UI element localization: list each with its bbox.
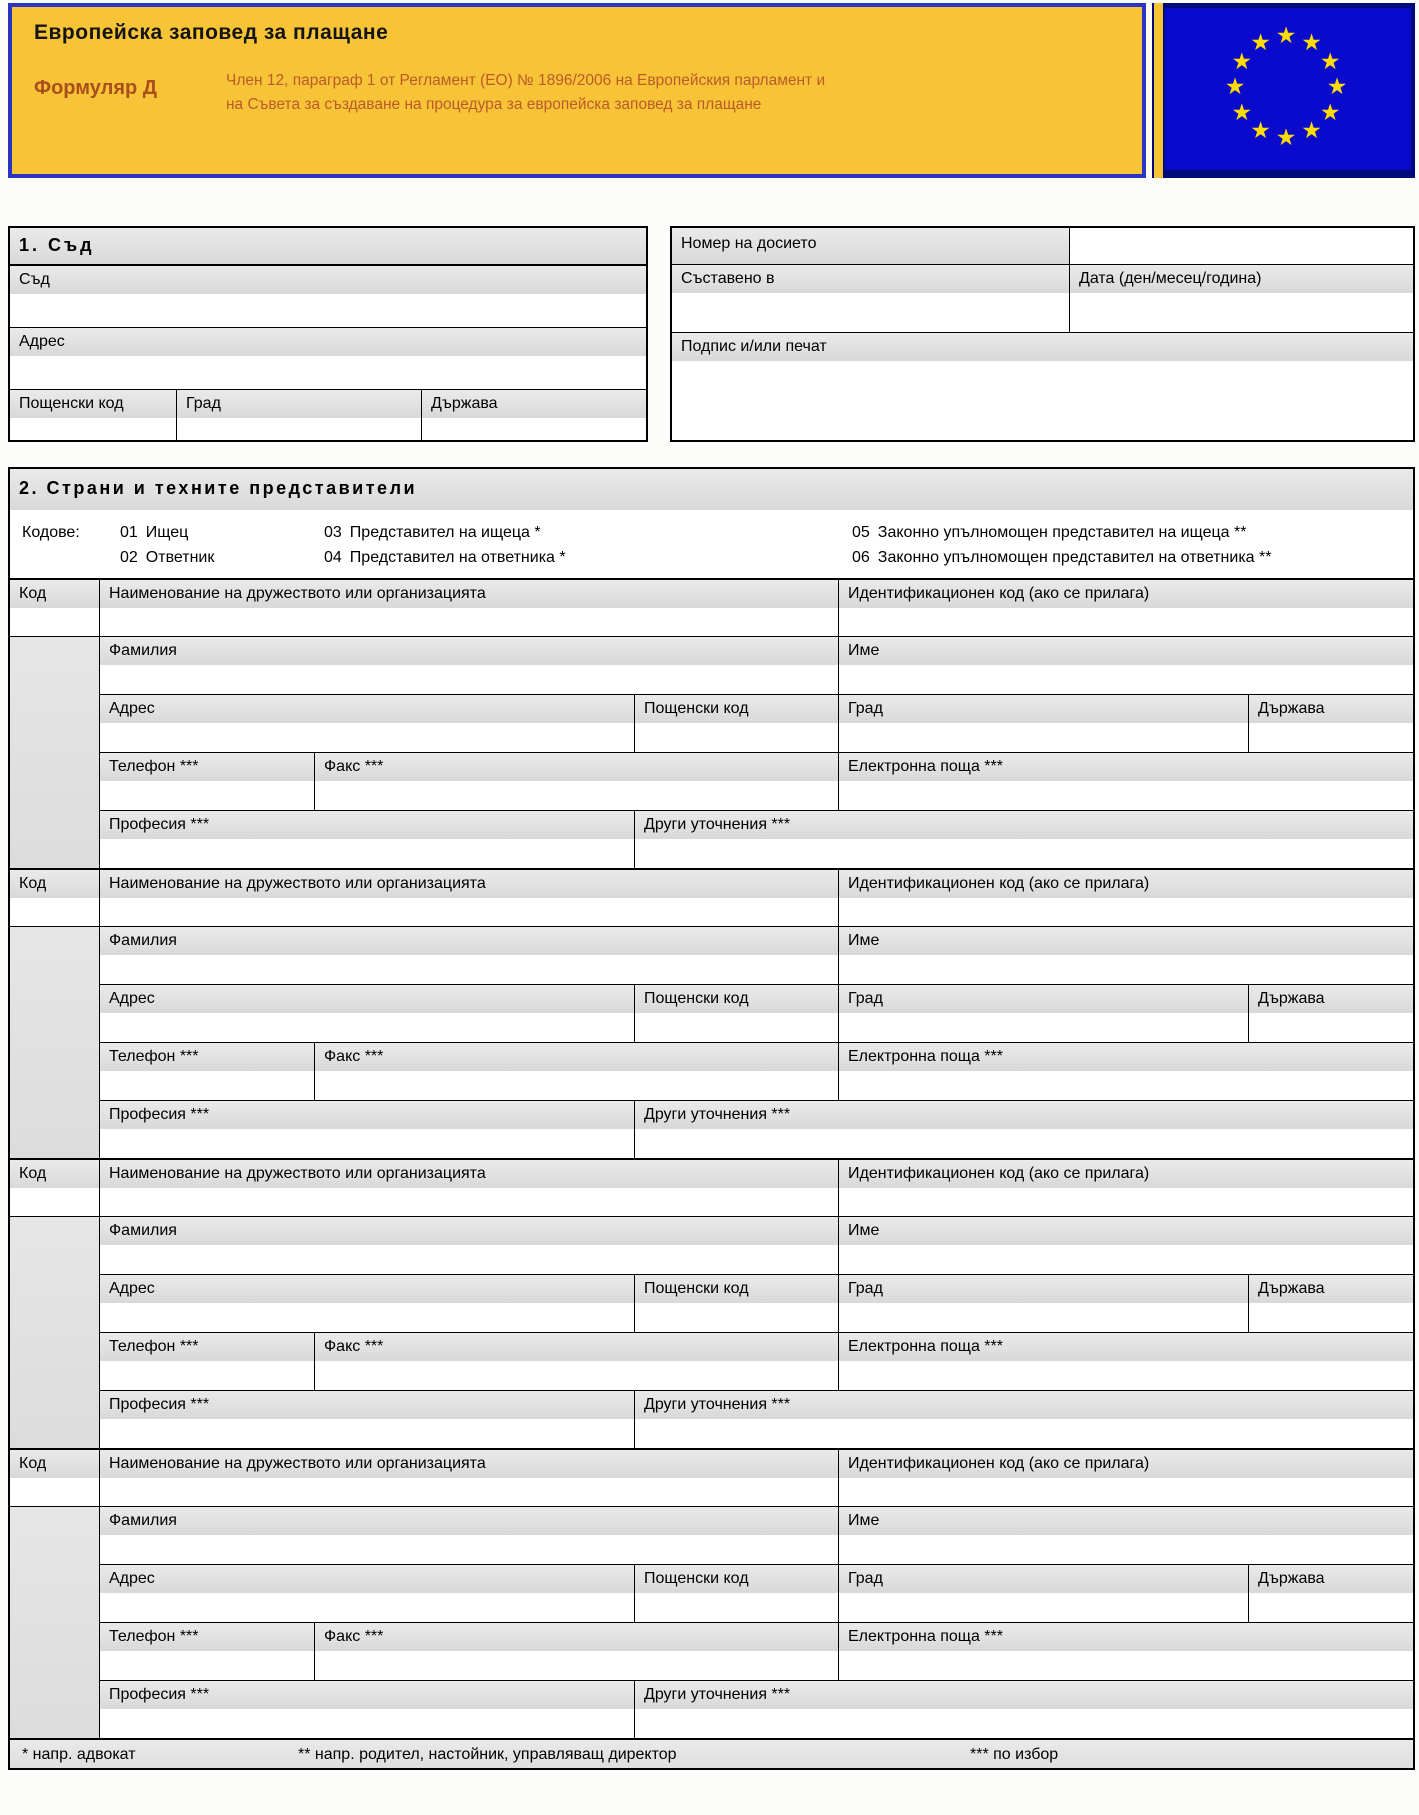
id-code-label: Идентификационен код (ако се прилага): [839, 580, 1413, 608]
email-field[interactable]: [839, 781, 1413, 810]
code-item-03: 03 Представител на ищеца *: [324, 524, 541, 541]
fax-field[interactable]: [315, 1651, 838, 1680]
country-cell: [1249, 695, 1413, 752]
fax-cell: [315, 1333, 839, 1390]
party-code-label: Код: [10, 580, 99, 608]
party-code-column: [10, 1160, 100, 1448]
country-cell: [1249, 1565, 1413, 1622]
email-cell: [839, 1333, 1413, 1390]
fax-label: Факс ***: [315, 753, 838, 781]
signature-field[interactable]: [672, 361, 1413, 439]
email-field[interactable]: [839, 1651, 1413, 1680]
eu-star-icon: ★: [1250, 117, 1271, 144]
party-code-label: Код: [10, 1160, 99, 1188]
party-fields: [100, 1160, 1413, 1448]
city-label: Град: [839, 695, 1248, 723]
occupation-label: Професия ***: [100, 1391, 634, 1419]
postal-label: Пощенски код: [635, 985, 838, 1013]
party-fields: [100, 1450, 1413, 1738]
party-code-column: [10, 580, 100, 868]
fax-field[interactable]: [315, 1071, 838, 1100]
eu-star-icon: ★: [1231, 98, 1253, 125]
company-label: Наименование на дружеството или организацията: [100, 870, 838, 898]
party-code-field[interactable]: [10, 1478, 99, 1507]
postal-field[interactable]: [635, 1013, 838, 1042]
occupation-field[interactable]: [100, 1709, 634, 1738]
other-details-cell: [635, 1101, 1413, 1158]
company-field[interactable]: [100, 1478, 838, 1506]
party-code-label: Код: [10, 870, 99, 898]
country-cell: [1249, 1275, 1413, 1332]
id-code-field[interactable]: [839, 1478, 1413, 1506]
eu-star-icon: ★: [1319, 98, 1341, 125]
court-postal-field[interactable]: [10, 418, 176, 440]
codes-label: Кодове:: [22, 524, 80, 541]
fax-cell: [315, 1043, 839, 1100]
case-box: [670, 226, 1415, 442]
phone-field[interactable]: [100, 781, 314, 810]
court-postal-label: Пощенски код: [10, 390, 176, 418]
first-name-field[interactable]: [839, 955, 1413, 984]
codes-column-1: [120, 520, 324, 578]
surname-label: Фамилия: [100, 927, 838, 955]
first-name-label: Име: [839, 927, 1413, 955]
id-code-label: Идентификационен код (ако се прилага): [839, 870, 1413, 898]
drawn-up-label: Съставено в: [672, 265, 1069, 293]
footnotes-row: [10, 1738, 1413, 1768]
address-cell: [100, 1565, 635, 1622]
header-yellow-panel: [8, 3, 1146, 178]
phone-cell: [100, 1623, 315, 1680]
party-code-column: [10, 1450, 100, 1738]
email-label: Електронна поща ***: [839, 1043, 1413, 1071]
occupation-label: Професия ***: [100, 811, 634, 839]
first-name-cell: [839, 1507, 1413, 1564]
form-subheader: [34, 69, 1142, 117]
surname-cell: [100, 1507, 839, 1564]
email-cell: [839, 753, 1413, 810]
city-cell: [839, 985, 1249, 1042]
surname-field[interactable]: [100, 1535, 838, 1564]
city-field[interactable]: [839, 1013, 1248, 1042]
postal-cell: [635, 1565, 839, 1622]
country-field[interactable]: [1249, 1013, 1413, 1042]
address-label: Адрес: [100, 1275, 634, 1303]
address-field[interactable]: [100, 1013, 634, 1042]
company-cell: [100, 1450, 839, 1506]
section1-gap: [648, 226, 670, 442]
other-details-cell: [635, 1391, 1413, 1448]
first-name-cell: [839, 927, 1413, 984]
other-details-field[interactable]: [635, 1129, 1413, 1158]
file-number-field[interactable]: [1070, 228, 1413, 264]
signature-cell: [672, 333, 1413, 439]
email-label: Електронна поща ***: [839, 753, 1413, 781]
file-number-label: Номер на досието: [672, 228, 1070, 264]
party-code-field[interactable]: [10, 1188, 99, 1217]
court-address-cell: [10, 328, 646, 389]
regulation-line-1: Член 12, параграф 1 от Регламент (ЕО) № 1896/2006 на Европейския парламент и: [226, 72, 826, 89]
phone-field[interactable]: [100, 1071, 314, 1100]
occupation-label: Професия ***: [100, 1681, 634, 1709]
id-code-field[interactable]: [839, 608, 1413, 636]
other-details-label: Други уточнения ***: [635, 1101, 1413, 1129]
address-label: Адрес: [100, 695, 634, 723]
first-name-label: Име: [839, 1217, 1413, 1245]
surname-cell: [100, 637, 839, 694]
id-code-cell: [839, 1450, 1413, 1506]
id-code-label: Идентификационен код (ако се прилага): [839, 1450, 1413, 1478]
city-cell: [839, 1275, 1249, 1332]
section1-title: 1. Съд: [10, 228, 646, 266]
city-cell: [839, 695, 1249, 752]
id-code-cell: [839, 580, 1413, 636]
postal-cell: [635, 695, 839, 752]
section2-title: 2. Страни и техните представители: [10, 469, 1413, 510]
postal-label: Пощенски код: [635, 1275, 838, 1303]
regulation-line-2: на Съвета за създаване на процедура за европейска заповед за плащане: [226, 96, 762, 113]
regulation-reference: [226, 69, 825, 117]
occupation-cell: [100, 1681, 635, 1738]
date-field[interactable]: [1070, 293, 1413, 332]
address-cell: [100, 985, 635, 1042]
court-address-field[interactable]: [10, 356, 646, 389]
court-cell: [10, 266, 646, 327]
occupation-cell: [100, 811, 635, 868]
court-city-field[interactable]: [177, 418, 421, 440]
company-cell: [100, 580, 839, 636]
id-code-field[interactable]: [839, 1188, 1413, 1216]
surname-label: Фамилия: [100, 637, 838, 665]
phone-label: Телефон ***: [100, 753, 314, 781]
email-label: Електронна поща ***: [839, 1333, 1413, 1361]
fax-field[interactable]: [315, 1361, 838, 1390]
phone-label: Телефон ***: [100, 1333, 314, 1361]
court-label: Съд: [10, 266, 646, 294]
phone-cell: [100, 1333, 315, 1390]
email-field[interactable]: [839, 1361, 1413, 1390]
occupation-field[interactable]: [100, 1129, 634, 1158]
party-block: [10, 1158, 1413, 1448]
country-field[interactable]: [1249, 1593, 1413, 1622]
id-code-cell: [839, 870, 1413, 926]
footnote-one: * напр. адвокат: [22, 1746, 136, 1763]
city-label: Град: [839, 985, 1248, 1013]
company-field[interactable]: [100, 1188, 838, 1216]
country-field[interactable]: [1249, 723, 1413, 752]
other-details-field[interactable]: [635, 1419, 1413, 1448]
party-block: [10, 578, 1413, 868]
drawn-up-field[interactable]: [672, 293, 1069, 332]
occupation-cell: [100, 1391, 635, 1448]
surname-field[interactable]: [100, 1245, 838, 1274]
country-cell: [1249, 985, 1413, 1042]
code-item-06: 06 Законно упълномощен представител на ответника **: [852, 549, 1272, 566]
court-city-label: Град: [177, 390, 421, 418]
court-city-cell: [177, 390, 422, 440]
court-country-label: Държава: [422, 390, 646, 418]
court-box: [8, 226, 648, 442]
surname-cell: [100, 927, 839, 984]
other-details-label: Други уточнения ***: [635, 1681, 1413, 1709]
party-code-field[interactable]: [10, 608, 99, 637]
company-cell: [100, 870, 839, 926]
address-cell: [100, 695, 635, 752]
party-code-label: Код: [10, 1450, 99, 1478]
postal-label: Пощенски код: [635, 1565, 838, 1593]
id-code-label: Идентификационен код (ако се прилага): [839, 1160, 1413, 1188]
eu-star-icon: ★: [1326, 73, 1348, 99]
address-label: Адрес: [100, 1565, 634, 1593]
country-label: Държава: [1249, 985, 1413, 1013]
eu-star-icon: ★: [1319, 47, 1341, 74]
court-country-cell: [422, 390, 646, 440]
city-label: Град: [839, 1275, 1248, 1303]
fax-cell: [315, 1623, 839, 1680]
address-field[interactable]: [100, 723, 634, 752]
address-cell: [100, 1275, 635, 1332]
occupation-field[interactable]: [100, 1419, 634, 1448]
party-blocks: [10, 578, 1413, 1738]
country-field[interactable]: [1249, 1303, 1413, 1332]
phone-field[interactable]: [100, 1361, 314, 1390]
codes-column-3: [852, 520, 1413, 578]
first-name-cell: [839, 637, 1413, 694]
postal-cell: [635, 985, 839, 1042]
country-label: Държава: [1249, 1275, 1413, 1303]
company-label: Наименование на дружеството или организацията: [100, 580, 838, 608]
drawn-up-cell: [672, 265, 1070, 332]
postal-cell: [635, 1275, 839, 1332]
party-fields: [100, 580, 1413, 868]
email-label: Електронна поща ***: [839, 1623, 1413, 1651]
codes-column-2: [324, 520, 852, 578]
id-code-field[interactable]: [839, 898, 1413, 926]
address-field[interactable]: [100, 1303, 634, 1332]
phone-label: Телефон ***: [100, 1623, 314, 1651]
email-field[interactable]: [839, 1071, 1413, 1100]
company-field[interactable]: [100, 608, 838, 636]
company-field[interactable]: [100, 898, 838, 926]
form-title: Европейска заповед за плащане: [34, 21, 389, 44]
company-label: Наименование на дружеството или организацията: [100, 1160, 838, 1188]
postal-field[interactable]: [635, 1593, 838, 1622]
court-address-label: Адрес: [10, 328, 646, 356]
postal-field[interactable]: [635, 1303, 838, 1332]
footnote-two: ** напр. родител, настойник, управляващ директор: [298, 1746, 677, 1763]
court-country-field[interactable]: [422, 418, 646, 440]
city-field[interactable]: [839, 723, 1248, 752]
header-divider-stripe: [1152, 3, 1165, 178]
parties-section: [8, 467, 1415, 1770]
court-postal-cell: [10, 390, 177, 440]
form-header: [8, 3, 1415, 178]
party-code-filler: [10, 637, 99, 868]
postal-field[interactable]: [635, 723, 838, 752]
city-cell: [839, 1565, 1249, 1622]
form-code-label: Формуляр Д: [34, 77, 158, 99]
party-code-filler: [10, 1217, 99, 1448]
postal-label: Пощенски код: [635, 695, 838, 723]
code-item-05: 05 Законно упълномощен представител на ищеца **: [852, 524, 1247, 541]
id-code-cell: [839, 1160, 1413, 1216]
first-name-cell: [839, 1217, 1413, 1274]
address-field[interactable]: [100, 1593, 634, 1622]
party-code-column: [10, 870, 100, 1158]
section1-row: [8, 226, 1415, 442]
company-cell: [100, 1160, 839, 1216]
phone-cell: [100, 753, 315, 810]
party-code-field[interactable]: [10, 898, 99, 927]
other-details-cell: [635, 1681, 1413, 1738]
first-name-field[interactable]: [839, 665, 1413, 694]
city-field[interactable]: [839, 1593, 1248, 1622]
party-block: [10, 868, 1413, 1158]
email-cell: [839, 1623, 1413, 1680]
company-label: Наименование на дружеството или организацията: [100, 1450, 838, 1478]
phone-label: Телефон ***: [100, 1043, 314, 1071]
other-details-label: Други уточнения ***: [635, 1391, 1413, 1419]
code-item-02: 02 Ответник: [120, 549, 215, 566]
eu-flag: [1165, 3, 1415, 178]
surname-label: Фамилия: [100, 1217, 838, 1245]
eu-star-icon: ★: [1250, 28, 1271, 55]
occupation-cell: [100, 1101, 635, 1158]
city-label: Град: [839, 1565, 1248, 1593]
first-name-label: Име: [839, 1507, 1413, 1535]
country-label: Държава: [1249, 695, 1413, 723]
date-cell: [1070, 265, 1413, 332]
party-code-filler: [10, 927, 99, 1158]
other-details-field[interactable]: [635, 839, 1413, 868]
surname-field[interactable]: [100, 665, 838, 694]
party-code-filler: [10, 1507, 99, 1738]
fax-field[interactable]: [315, 781, 838, 810]
fax-cell: [315, 753, 839, 810]
other-details-field[interactable]: [635, 1709, 1413, 1738]
codes-legend: [10, 510, 1413, 578]
party-fields: [100, 870, 1413, 1158]
eu-star-icon: ★: [1275, 124, 1297, 150]
eu-star-icon: ★: [1224, 73, 1246, 99]
occupation-field[interactable]: [100, 839, 634, 868]
date-label: Дата (ден/месец/година): [1070, 265, 1413, 293]
signature-label: Подпис и/или печат: [672, 333, 1413, 361]
court-field[interactable]: [10, 294, 646, 327]
fax-label: Факс ***: [315, 1333, 838, 1361]
party-block: [10, 1448, 1413, 1738]
surname-field[interactable]: [100, 955, 838, 984]
phone-field[interactable]: [100, 1651, 314, 1680]
occupation-label: Професия ***: [100, 1101, 634, 1129]
first-name-field[interactable]: [839, 1245, 1413, 1274]
address-label: Адрес: [100, 985, 634, 1013]
first-name-label: Име: [839, 637, 1413, 665]
code-item-01: 01 Ищец: [120, 524, 189, 541]
eu-star-icon: ★: [1275, 22, 1297, 48]
fax-label: Факс ***: [315, 1043, 838, 1071]
first-name-field[interactable]: [839, 1535, 1413, 1564]
surname-label: Фамилия: [100, 1507, 838, 1535]
eu-star-icon: ★: [1231, 47, 1253, 74]
other-details-cell: [635, 811, 1413, 868]
footnote-three: *** по избор: [970, 1746, 1059, 1763]
phone-cell: [100, 1043, 315, 1100]
surname-cell: [100, 1217, 839, 1274]
country-label: Държава: [1249, 1565, 1413, 1593]
email-cell: [839, 1043, 1413, 1100]
eu-star-icon: ★: [1301, 28, 1322, 55]
city-field[interactable]: [839, 1303, 1248, 1332]
other-details-label: Други уточнения ***: [635, 811, 1413, 839]
eu-star-icon: ★: [1301, 117, 1322, 144]
fax-label: Факс ***: [315, 1623, 838, 1651]
code-item-04: 04 Представител на ответника *: [324, 549, 566, 566]
